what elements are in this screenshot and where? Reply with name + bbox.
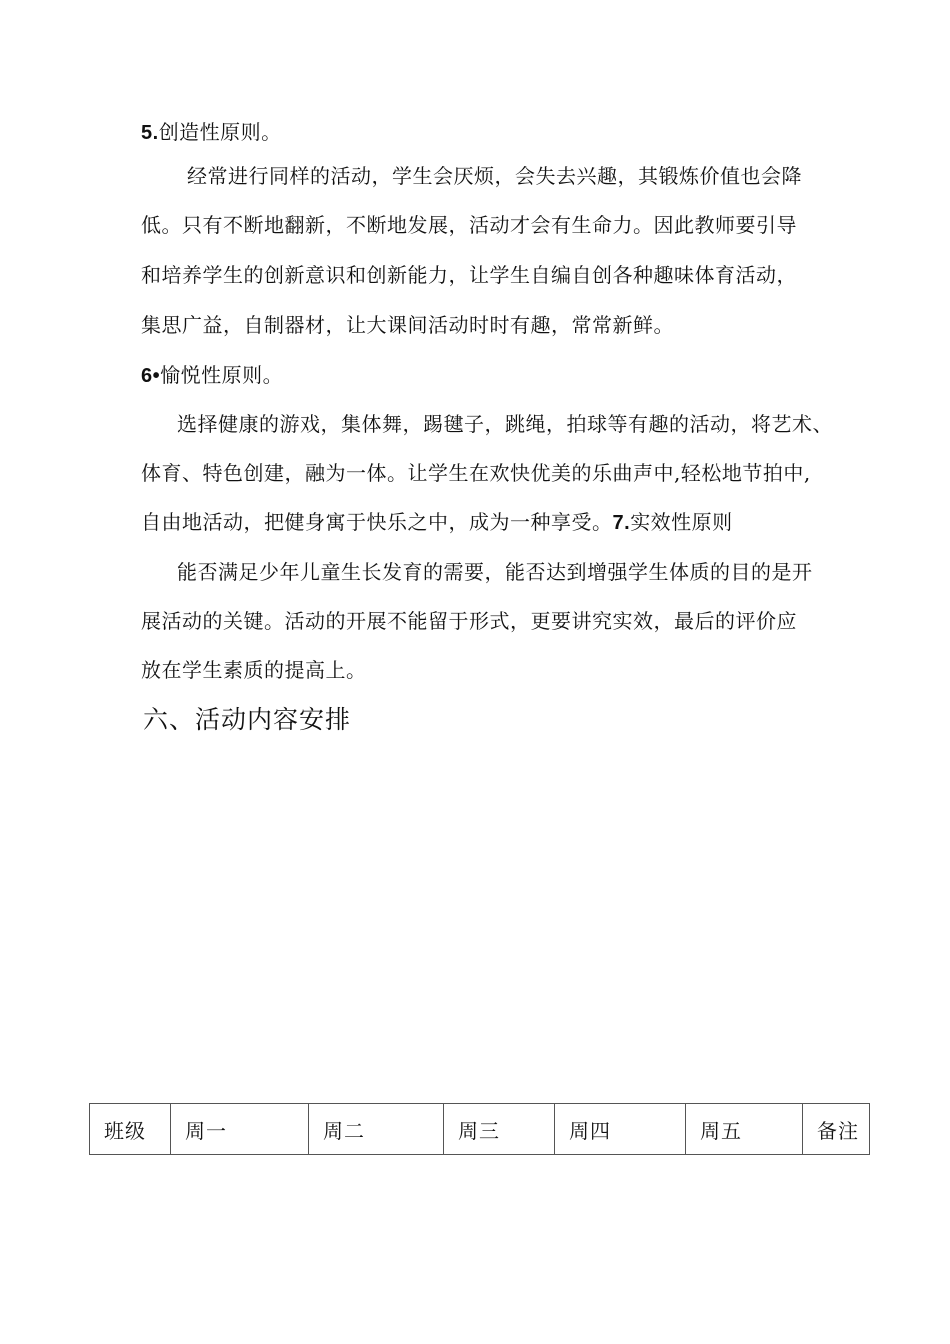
table-header-cell: 周一 — [171, 1104, 309, 1155]
section-5-title — [141, 118, 282, 147]
paragraph-line: 和培养学生的创新意识和创新能力，让学生自编自创各种趣味体育活动， — [141, 263, 797, 287]
paragraph-line: 集思广益，自制器材，让大课间活动时时有趣，常常新鲜。 — [141, 313, 674, 337]
section-heading-6: 六、活动内容安排 — [143, 705, 352, 734]
paragraph-line: 展活动的关键。活动的开展不能留于形式，更要讲究实效，最后的评价应 — [141, 609, 797, 633]
section-6-number: 6• — [141, 365, 161, 387]
paragraph-line — [141, 508, 733, 537]
section-6-last-line: 自由地活动，把健身寓于快乐之中，成为一种享受。 — [141, 510, 613, 534]
section-7-number: 7. — [612, 512, 631, 534]
section-7-title-text: 实效性原则 — [630, 510, 733, 534]
paragraph-line: 经常进行同样的活动，学生会厌烦，会失去兴趣，其锻炼价值也会降 — [187, 164, 802, 188]
table-header-cell: 备注 — [803, 1104, 870, 1155]
section-6-title-text: 愉悦性原则。 — [160, 363, 284, 387]
section-6-title — [141, 361, 283, 390]
paragraph-line: 能否满足少年儿童生长发育的需要，能否达到增强学生体质的目的是开 — [177, 560, 813, 584]
table-header-cell: 周二 — [309, 1104, 444, 1155]
table-header-cell: 周四 — [555, 1104, 686, 1155]
paragraph-line: 体育、特色创建，融为一体。让学生在欢快优美的乐曲声中,轻松地节拍中, — [141, 461, 811, 485]
paragraph-line: 低。只有不断地翻新，不断地发展，活动才会有生命力。因此教师要引导 — [141, 213, 797, 237]
table-header-row — [90, 1104, 870, 1155]
section-5-number: 5. — [141, 122, 159, 144]
schedule-table — [89, 1103, 870, 1155]
section-5-title-text: 创造性原则。 — [158, 120, 282, 144]
table-header-cell: 班级 — [90, 1104, 171, 1155]
paragraph-line: 选择健康的游戏，集体舞，踢毽子，跳绳，拍球等有趣的活动，将艺术、 — [177, 412, 833, 436]
table-header-cell: 周五 — [686, 1104, 803, 1155]
paragraph-line: 放在学生素质的提高上。 — [141, 658, 367, 682]
table-header-cell: 周三 — [444, 1104, 555, 1155]
